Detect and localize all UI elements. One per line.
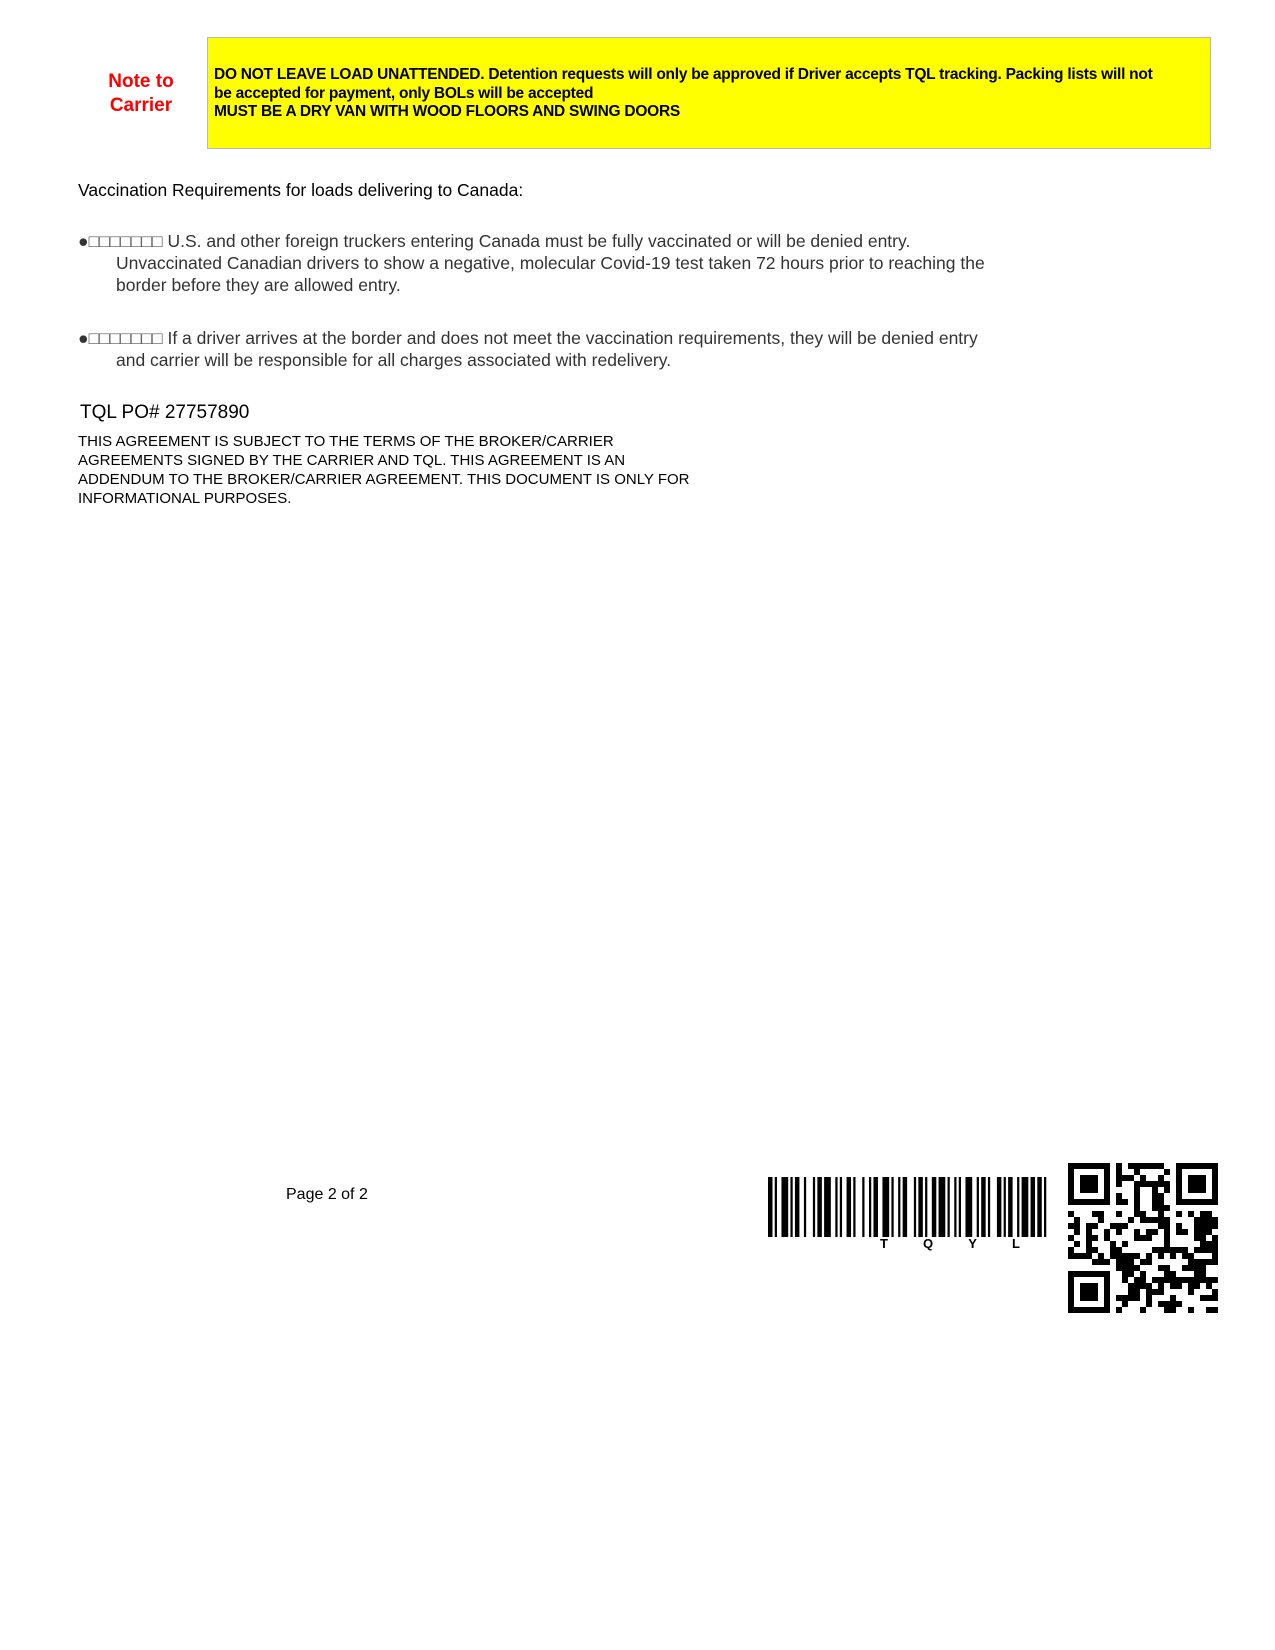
qr-module [1116, 1169, 1122, 1175]
qr-module [1200, 1247, 1206, 1253]
qr-module [1086, 1247, 1092, 1253]
note-line1: DO NOT LEAVE LOAD UNATTENDED. Detention requests will only be approved if Driver accepts TQL tracking. Packing lists will not [214, 66, 1153, 83]
qr-module [1140, 1181, 1146, 1187]
qr-module [1212, 1235, 1218, 1241]
qr-module [1152, 1289, 1158, 1295]
barcode-bar [1017, 1177, 1019, 1237]
qr-module [1134, 1277, 1140, 1283]
qr-module [1188, 1277, 1194, 1283]
barcode-bar [847, 1177, 851, 1237]
qr-module [1170, 1271, 1176, 1277]
qr-module [1128, 1289, 1134, 1295]
qr-module [1194, 1217, 1200, 1223]
qr-module [1134, 1253, 1140, 1259]
note-label-line1: Note to [108, 71, 174, 92]
qr-module [1140, 1175, 1146, 1181]
qr-module [1122, 1277, 1128, 1283]
qr-module [1158, 1277, 1164, 1283]
qr-module [1152, 1205, 1158, 1211]
qr-module [1182, 1265, 1188, 1271]
qr-module [1200, 1259, 1206, 1265]
qr-module [1212, 1259, 1218, 1265]
qr-module [1200, 1277, 1206, 1283]
barcode-bar [1008, 1177, 1012, 1237]
qr-module [1200, 1271, 1206, 1277]
qr-module [1146, 1259, 1152, 1265]
qr-module [1158, 1193, 1164, 1199]
qr-module [1170, 1277, 1176, 1283]
qr-module [1146, 1181, 1152, 1187]
qr-module [1140, 1235, 1146, 1241]
barcode-bar [959, 1177, 961, 1237]
qr-module [1128, 1271, 1134, 1277]
qr-module [1074, 1223, 1080, 1229]
qr-module [1128, 1217, 1134, 1223]
qr-module [1200, 1229, 1206, 1235]
barcode-bar [804, 1177, 806, 1237]
agreement-line1: THIS AGREEMENT IS SUBJECT TO THE TERMS OF THE BROKER/CARRIER [78, 433, 614, 450]
barcode-bar [813, 1177, 815, 1237]
qr-module [1206, 1283, 1212, 1289]
qr-code [1068, 1163, 1218, 1313]
barcode-bar [768, 1177, 772, 1237]
qr-module [1140, 1259, 1146, 1265]
qr-module [1116, 1265, 1122, 1271]
qr-module [1116, 1295, 1122, 1301]
vaccination-bullet-2 [78, 327, 1078, 371]
qr-module [1134, 1187, 1140, 1193]
note-line2: be accepted for payment, only BOLs will be accepted [214, 84, 594, 102]
qr-module [1152, 1277, 1158, 1283]
barcode-bar [939, 1177, 946, 1237]
qr-module [1188, 1259, 1194, 1265]
qr-module [1158, 1205, 1164, 1211]
barcode-bar [1022, 1177, 1029, 1237]
qr-module [1158, 1253, 1164, 1259]
qr-module [1158, 1301, 1164, 1307]
qr-module [1146, 1235, 1152, 1241]
qr-module [1140, 1163, 1146, 1169]
agreement-line2: AGREEMENTS SIGNED BY THE CARRIER AND TQL. THIS AGREEMENT IS AN [78, 452, 626, 469]
vaccination-title: Vaccination Requirements for loads delivering to Canada: [78, 180, 524, 200]
note-to-carrier-label [98, 70, 184, 118]
barcode-bar [914, 1177, 916, 1237]
qr-module [1116, 1229, 1122, 1235]
qr-module [1122, 1253, 1128, 1259]
page-number: Page 2 of 2 [286, 1186, 368, 1203]
qr-module [1176, 1223, 1182, 1229]
barcode-bar [898, 1177, 900, 1237]
qr-module [1194, 1271, 1200, 1277]
qr-module [1092, 1223, 1098, 1229]
qr-finder [1080, 1283, 1098, 1301]
barcode-bar [775, 1177, 777, 1237]
qr-module [1176, 1211, 1182, 1217]
qr-module [1182, 1229, 1188, 1235]
qr-module [1206, 1223, 1212, 1229]
qr-module [1128, 1283, 1134, 1289]
qr-module [1110, 1223, 1116, 1229]
qr-module [1182, 1247, 1188, 1253]
qr-module [1134, 1265, 1140, 1271]
barcode-char: Q [923, 1236, 934, 1251]
barcode-bar [862, 1177, 864, 1237]
agreement-line4: INFORMATIONAL PURPOSES. [78, 490, 292, 507]
qr-module [1134, 1283, 1140, 1289]
qr-module [1116, 1181, 1122, 1187]
qr-module [1194, 1283, 1200, 1289]
bullet-2-line2: and carrier will be responsible for all charges associated with redelivery. [116, 350, 672, 370]
bullet-1-line2: Unvaccinated Canadian drivers to show a negative, molecular Covid-19 test taken 72 hours prior to reaching the [116, 253, 985, 273]
qr-module [1086, 1229, 1092, 1235]
qr-module [1122, 1223, 1128, 1229]
qr-module [1146, 1283, 1152, 1289]
qr-module [1200, 1295, 1206, 1301]
qr-module [1140, 1211, 1146, 1217]
qr-module [1158, 1283, 1164, 1289]
qr-module [1086, 1241, 1092, 1247]
qr-module [1152, 1229, 1158, 1235]
qr-module [1068, 1253, 1074, 1259]
qr-module [1194, 1223, 1200, 1229]
qr-module [1116, 1223, 1122, 1229]
qr-module [1164, 1301, 1170, 1307]
barcode-char: Y [968, 1236, 977, 1251]
qr-module [1140, 1307, 1146, 1313]
qr-module [1206, 1217, 1212, 1223]
qr-module [1194, 1259, 1200, 1265]
qr-module [1152, 1181, 1158, 1187]
barcode-bar [977, 1177, 979, 1237]
qr-module [1116, 1259, 1122, 1265]
barcode-bar [1031, 1177, 1035, 1237]
qr-module [1152, 1163, 1158, 1169]
barcode-bar [869, 1177, 871, 1237]
qr-module [1206, 1229, 1212, 1235]
qr-module [1212, 1223, 1218, 1229]
qr-module [1116, 1247, 1122, 1253]
qr-module [1194, 1229, 1200, 1235]
qr-module [1146, 1229, 1152, 1235]
qr-module [1122, 1265, 1128, 1271]
barcode-bar [790, 1177, 792, 1237]
qr-module [1170, 1253, 1176, 1259]
barcode-bar [988, 1177, 990, 1237]
qr-module [1146, 1289, 1152, 1295]
qr-module [1134, 1235, 1140, 1241]
qr-module [1212, 1277, 1218, 1283]
qr-module [1158, 1223, 1164, 1229]
qr-module [1128, 1295, 1134, 1301]
qr-module [1140, 1283, 1146, 1289]
barcode-caption [880, 1236, 1020, 1251]
qr-module [1146, 1301, 1152, 1307]
qr-module [1164, 1187, 1170, 1193]
barcode-bar [835, 1177, 837, 1237]
bullet-1-line1: U.S. and other foreign truckers entering Canada must be fully vaccinated or will be denied entry. [167, 231, 911, 251]
barcode-bar [932, 1177, 936, 1237]
qr-module [1092, 1259, 1098, 1265]
qr-module [1098, 1253, 1104, 1259]
qr-module [1164, 1241, 1170, 1247]
qr-module [1116, 1175, 1122, 1181]
barcode-bar [981, 1177, 985, 1237]
qr-module [1212, 1247, 1218, 1253]
qr-module [1086, 1253, 1092, 1259]
qr-module [1080, 1253, 1086, 1259]
qr-module [1158, 1199, 1164, 1205]
qr-module [1164, 1205, 1170, 1211]
qr-module [1188, 1211, 1194, 1217]
qr-module [1122, 1241, 1128, 1247]
qr-module [1146, 1217, 1152, 1223]
barcode-char: L [1012, 1236, 1020, 1251]
qr-module [1134, 1169, 1140, 1175]
qr-module [1158, 1175, 1164, 1181]
barcode-bar [882, 1177, 889, 1237]
note-label-line2: Carrier [109, 95, 173, 116]
qr-module [1158, 1163, 1164, 1169]
qr-module [1110, 1247, 1116, 1253]
qr-module [1140, 1217, 1146, 1223]
qr-module [1164, 1307, 1170, 1313]
qr-module [1068, 1211, 1074, 1217]
qr-module [1176, 1283, 1182, 1289]
qr-module [1182, 1253, 1188, 1259]
qr-module [1206, 1259, 1212, 1265]
bullet-2-line1: If a driver arrives at the border and does not meet the vaccination requirements, they will be denied entry [167, 328, 978, 348]
qr-module [1074, 1241, 1080, 1247]
qr-module [1188, 1307, 1194, 1313]
qr-module [1152, 1217, 1158, 1223]
qr-module [1206, 1307, 1212, 1313]
qr-module [1176, 1277, 1182, 1283]
qr-module [1200, 1211, 1206, 1217]
qr-module [1206, 1295, 1212, 1301]
qr-module [1122, 1301, 1128, 1307]
qr-module [1170, 1307, 1176, 1313]
qr-module [1104, 1235, 1110, 1241]
qr-module [1086, 1223, 1092, 1229]
qr-module [1068, 1223, 1074, 1229]
qr-module [1098, 1217, 1104, 1223]
qr-module [1122, 1295, 1128, 1301]
qr-module [1164, 1223, 1170, 1229]
qr-module [1158, 1181, 1164, 1187]
barcode-bar [903, 1177, 907, 1237]
qr-module [1212, 1217, 1218, 1223]
qr-module [1206, 1241, 1212, 1247]
qr-module [1086, 1235, 1092, 1241]
bullet-dot: ● [78, 231, 89, 251]
qr-module [1188, 1265, 1194, 1271]
barcode-bar [1044, 1177, 1046, 1237]
note-to-carrier-box [207, 37, 1211, 149]
barcode-bar [824, 1177, 831, 1237]
vaccination-bullet-1 [78, 230, 1078, 296]
qr-module [1140, 1277, 1146, 1283]
qr-module [1152, 1199, 1158, 1205]
qr-module [1170, 1301, 1176, 1307]
bullet-placeholder-boxes: □□□□□□□ [88, 231, 163, 251]
qr-module [1068, 1247, 1074, 1253]
qr-module [1188, 1289, 1194, 1295]
qr-module [1212, 1307, 1218, 1313]
qr-module [1182, 1277, 1188, 1283]
qr-module [1158, 1217, 1164, 1223]
qr-module [1128, 1253, 1134, 1259]
qr-module [1074, 1229, 1080, 1235]
qr-module [1152, 1187, 1158, 1193]
qr-finder [1188, 1175, 1206, 1193]
qr-module [1176, 1229, 1182, 1235]
barcode-bar [925, 1177, 927, 1237]
note-line3: MUST BE A DRY VAN WITH WOOD FLOORS AND SWING DOORS [214, 103, 680, 120]
qr-module [1170, 1295, 1176, 1301]
qr-module [1068, 1235, 1074, 1241]
barcode-bar [948, 1177, 950, 1237]
qr-module [1128, 1259, 1134, 1265]
agreement-line3: ADDENDUM TO THE BROKER/CARRIER AGREEMENT. THIS DOCUMENT IS ONLY FOR [78, 471, 690, 488]
po-number: TQL PO# 27757890 [80, 402, 250, 423]
qr-module [1104, 1229, 1110, 1235]
qr-module [1074, 1217, 1080, 1223]
qr-module [1134, 1199, 1140, 1205]
qr-module [1098, 1259, 1104, 1265]
qr-module [1092, 1211, 1098, 1217]
qr-module [1134, 1205, 1140, 1211]
qr-module [1122, 1271, 1128, 1277]
qr-module [1164, 1271, 1170, 1277]
qr-module [1092, 1247, 1098, 1253]
qr-module [1158, 1211, 1164, 1217]
qr-module [1122, 1199, 1128, 1205]
qr-module [1140, 1271, 1146, 1277]
bullet-dot: ● [78, 328, 89, 348]
qr-module [1194, 1247, 1200, 1253]
qr-module [1128, 1265, 1134, 1271]
qr-module [1146, 1163, 1152, 1169]
qr-module [1092, 1235, 1098, 1241]
qr-module [1164, 1229, 1170, 1235]
qr-module [1134, 1229, 1140, 1235]
qr-module [1158, 1247, 1164, 1253]
qr-module [1188, 1283, 1194, 1289]
qr-module [1212, 1295, 1218, 1301]
qr-module [1146, 1295, 1152, 1301]
qr-module [1164, 1169, 1170, 1175]
qr-module [1074, 1253, 1080, 1259]
barcode-bar [918, 1177, 922, 1237]
barcode-bar [781, 1177, 788, 1237]
qr-module [1110, 1241, 1116, 1247]
qr-module [1104, 1259, 1110, 1265]
qr-module [1194, 1235, 1200, 1241]
qr-module [1098, 1211, 1104, 1217]
qr-module [1170, 1283, 1176, 1289]
qr-module [1122, 1175, 1128, 1181]
qr-module [1134, 1289, 1140, 1295]
qr-finder [1080, 1175, 1098, 1193]
barcode-bar [1037, 1177, 1041, 1237]
qr-module [1194, 1265, 1200, 1271]
qr-module [1164, 1247, 1170, 1253]
qr-module [1176, 1301, 1182, 1307]
qr-module [1134, 1211, 1140, 1217]
qr-module [1116, 1253, 1122, 1259]
qr-module [1200, 1235, 1206, 1241]
qr-module [1128, 1175, 1134, 1181]
qr-module [1134, 1295, 1140, 1301]
qr-module [1116, 1307, 1122, 1313]
qr-module [1164, 1235, 1170, 1241]
qr-module [1134, 1163, 1140, 1169]
qr-module [1164, 1277, 1170, 1283]
qr-module [1170, 1247, 1176, 1253]
barcode-bar [873, 1177, 877, 1237]
barcode-bar [840, 1177, 842, 1237]
qr-module [1158, 1265, 1164, 1271]
barcode-char: T [880, 1236, 888, 1251]
barcode-bar [997, 1177, 1001, 1237]
qr-module [1200, 1241, 1206, 1247]
qr-module [1134, 1181, 1140, 1187]
qr-module [1200, 1223, 1206, 1229]
qr-module [1152, 1247, 1158, 1253]
qr-module [1164, 1265, 1170, 1271]
barcode-bar [965, 1177, 972, 1237]
qr-module [1194, 1277, 1200, 1283]
qr-module [1212, 1253, 1218, 1259]
barcode-bar [817, 1177, 821, 1237]
qr-module [1212, 1289, 1218, 1295]
barcode-bar [891, 1177, 893, 1237]
qr-module [1146, 1253, 1152, 1259]
qr-module [1116, 1163, 1122, 1169]
qr-module [1212, 1241, 1218, 1247]
barcode-bar [853, 1177, 855, 1237]
qr-module [1206, 1247, 1212, 1253]
bullet-1-line3: border before they are allowed entry. [116, 275, 401, 295]
qr-module [1176, 1247, 1182, 1253]
barcode-bar [795, 1177, 799, 1237]
qr-module [1200, 1217, 1206, 1223]
bullet-placeholder-boxes: □□□□□□□ [88, 328, 163, 348]
qr-module [1188, 1253, 1194, 1259]
agreement-text [78, 432, 798, 508]
qr-module [1134, 1193, 1140, 1199]
qr-module [1200, 1265, 1206, 1271]
qr-module [1164, 1217, 1170, 1223]
qr-module [1158, 1289, 1164, 1295]
qr-module [1116, 1211, 1122, 1217]
qr-module [1164, 1181, 1170, 1187]
barcode-bar [954, 1177, 956, 1237]
qr-module [1116, 1193, 1122, 1199]
qr-module [1122, 1259, 1128, 1265]
qr-module [1128, 1163, 1134, 1169]
qr-module [1110, 1253, 1116, 1259]
barcode [768, 1177, 1053, 1237]
barcode-bar [1004, 1177, 1006, 1237]
qr-module [1152, 1193, 1158, 1199]
qr-module [1206, 1277, 1212, 1283]
qr-module [1116, 1199, 1122, 1205]
qr-module [1206, 1211, 1212, 1217]
